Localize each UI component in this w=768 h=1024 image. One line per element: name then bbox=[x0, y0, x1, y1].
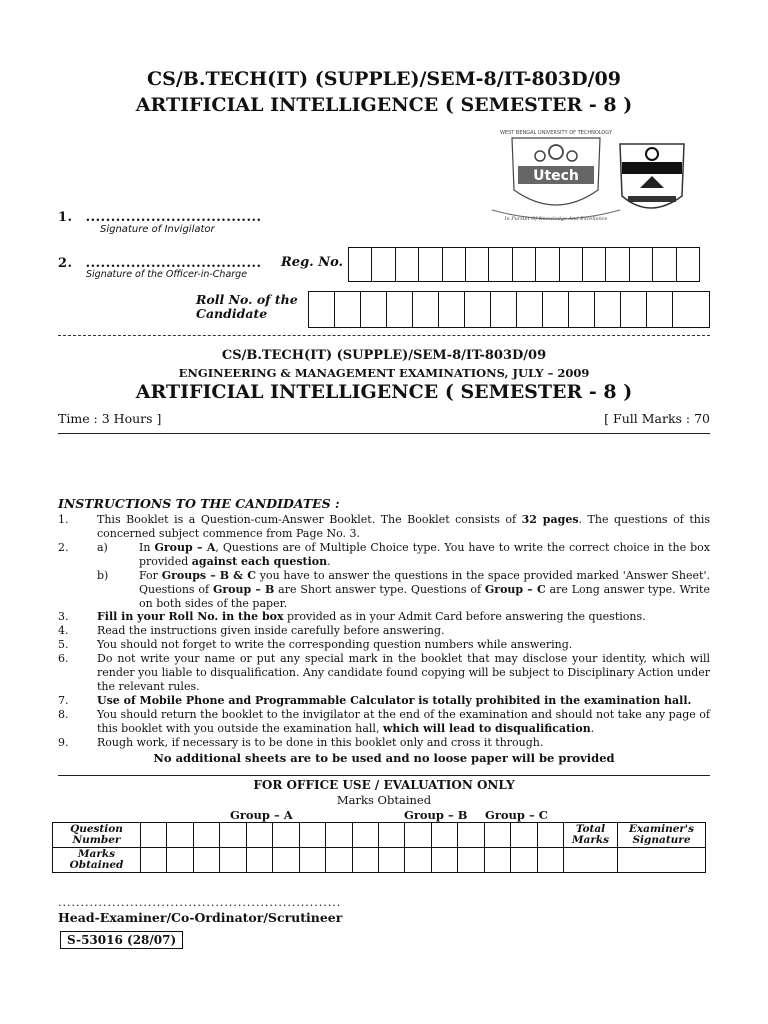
reg-no-label: Reg. No. bbox=[281, 255, 344, 270]
instr-2a-label: a) bbox=[97, 541, 108, 554]
header-rule bbox=[58, 433, 710, 434]
time-label: Time : 3 Hours ] bbox=[58, 411, 162, 426]
instr-8: You should return the booklet to the invigilator at the end of the examination and should not take any page of this booklet with you outside the examination hall, which will lead to disqualification. bbox=[97, 708, 710, 735]
paper-code: CS/B.TECH(IT) (SUPPLE)/SEM-8/IT-803D/09 bbox=[221, 348, 547, 363]
instr-final: No additional sheets are to be used and no loose paper will be provided bbox=[153, 751, 615, 765]
instr-2b-label: b) bbox=[97, 569, 109, 582]
instr-6: Do not write your name or put any special mark in the booklet that may disclose your identity, which will render you liable to disqualification. Any candidate found copying will be subject to Disciplinary Action under the relevant rules. bbox=[97, 652, 711, 693]
sig2-number: 2. bbox=[58, 256, 73, 271]
cut-line bbox=[58, 335, 710, 336]
marks-obtained-row bbox=[53, 848, 706, 873]
group-a-label: Group – A bbox=[230, 808, 293, 822]
instr-2b: For Groups – B & C you have to answer the questions in the space provided marked 'Answer Sheet'. Questions of Group – B are Short answer type. Questions of Group – C are Long answer type. Write on both sides of the paper. bbox=[139, 569, 710, 610]
instr-5-num: 5. bbox=[58, 638, 69, 651]
instr-9-num: 9. bbox=[58, 736, 69, 749]
office-title: FOR OFFICE USE / EVALUATION ONLY bbox=[253, 778, 515, 792]
group-b-label: Group – B bbox=[404, 808, 468, 822]
logo-brand: Utech bbox=[533, 168, 579, 184]
instr-4: Read the instructions given inside carefully before answering. bbox=[97, 624, 445, 637]
roll-no-boxes[interactable] bbox=[308, 291, 710, 328]
instr-5: You should not forget to write the corresponding question numbers while answering. bbox=[97, 638, 573, 651]
paper-subject: ARTIFICIAL INTELLIGENCE ( SEMESTER - 8 ) bbox=[135, 381, 633, 403]
head-examiner-label: Head-Examiner/Co-Ordinator/Scrutineer bbox=[58, 910, 343, 925]
question-number-label: Question Number bbox=[53, 823, 141, 848]
instr-2a: In Group – A, Questions are of Multiple Choice type. You have to write the correct choice in the box provided against each question. bbox=[139, 541, 710, 568]
sig1-number: 1. bbox=[58, 210, 73, 225]
question-number-row bbox=[53, 823, 706, 848]
instr-7: Use of Mobile Phone and Programmable Calculator is totally prohibited in the examination hall. bbox=[97, 694, 692, 707]
roll-label-line1: Roll No. of the bbox=[196, 292, 298, 307]
header-subject: ARTIFICIAL INTELLIGENCE ( SEMESTER - 8 ) bbox=[135, 94, 633, 116]
group-c-label: Group – C bbox=[485, 808, 548, 822]
examiner-signature-cell[interactable] bbox=[618, 848, 706, 873]
instr-3: Fill in your Roll No. in the box provided as in your Admit Card before answering the questions. bbox=[97, 610, 646, 623]
sig2-caption: Signature of the Officer-in-Charge bbox=[86, 269, 248, 280]
instr-2-num: 2. bbox=[58, 541, 69, 554]
marks-obtained-label: Marks Obtained bbox=[53, 848, 141, 873]
reg-no-boxes[interactable] bbox=[348, 247, 700, 282]
evaluation-table bbox=[52, 822, 706, 873]
office-rule bbox=[58, 775, 710, 776]
marks-obtained-caption: Marks Obtained bbox=[336, 793, 432, 807]
instr-3-num: 3. bbox=[58, 610, 69, 623]
booklet-code: S-53016 (28/07) bbox=[60, 931, 183, 949]
total-marks-cell[interactable] bbox=[564, 848, 618, 873]
exam-line: ENGINEERING & MANAGEMENT EXAMINATIONS, JULY – 2009 bbox=[178, 366, 590, 380]
instr-7-num: 7. bbox=[58, 694, 69, 707]
total-marks-label: Total Marks bbox=[564, 823, 618, 848]
instr-1: This Booklet is a Question-cum-Answer Booklet. The Booklet consists of 32 pages. The questions of this concerned subject commence from Page No. 3. bbox=[97, 513, 710, 540]
full-marks-label: [ Full Marks : 70 bbox=[604, 411, 710, 426]
instr-9: Rough work, if necessary is to be done in this booklet only and cross it through. bbox=[97, 736, 544, 749]
logo-motto: In Pursuit Of Knowledge And Excellence bbox=[504, 216, 608, 222]
logo-top-text: WEST BENGAL UNIVERSITY OF TECHNOLOGY bbox=[500, 130, 612, 136]
sig1-caption: Signature of Invigilator bbox=[100, 224, 215, 235]
sig2-line: ................................... bbox=[85, 256, 262, 271]
examiner-signature-label: Examiner's Signature bbox=[618, 823, 706, 848]
instr-4-num: 4. bbox=[58, 624, 69, 637]
header-code: CS/B.TECH(IT) (SUPPLE)/SEM-8/IT-803D/09 bbox=[147, 68, 621, 90]
instructions-title: INSTRUCTIONS TO THE CANDIDATES : bbox=[58, 496, 340, 511]
instr-1-num: 1. bbox=[58, 513, 69, 526]
instr-6-num: 6. bbox=[58, 652, 69, 665]
instructions-list bbox=[0, 513, 768, 773]
roll-label-line2: Candidate bbox=[196, 306, 268, 321]
instr-8-num: 8. bbox=[58, 708, 69, 721]
university-logo bbox=[488, 124, 704, 228]
head-examiner-line: ............................................................... bbox=[58, 896, 342, 909]
sig1-line: ................................... bbox=[85, 210, 262, 225]
